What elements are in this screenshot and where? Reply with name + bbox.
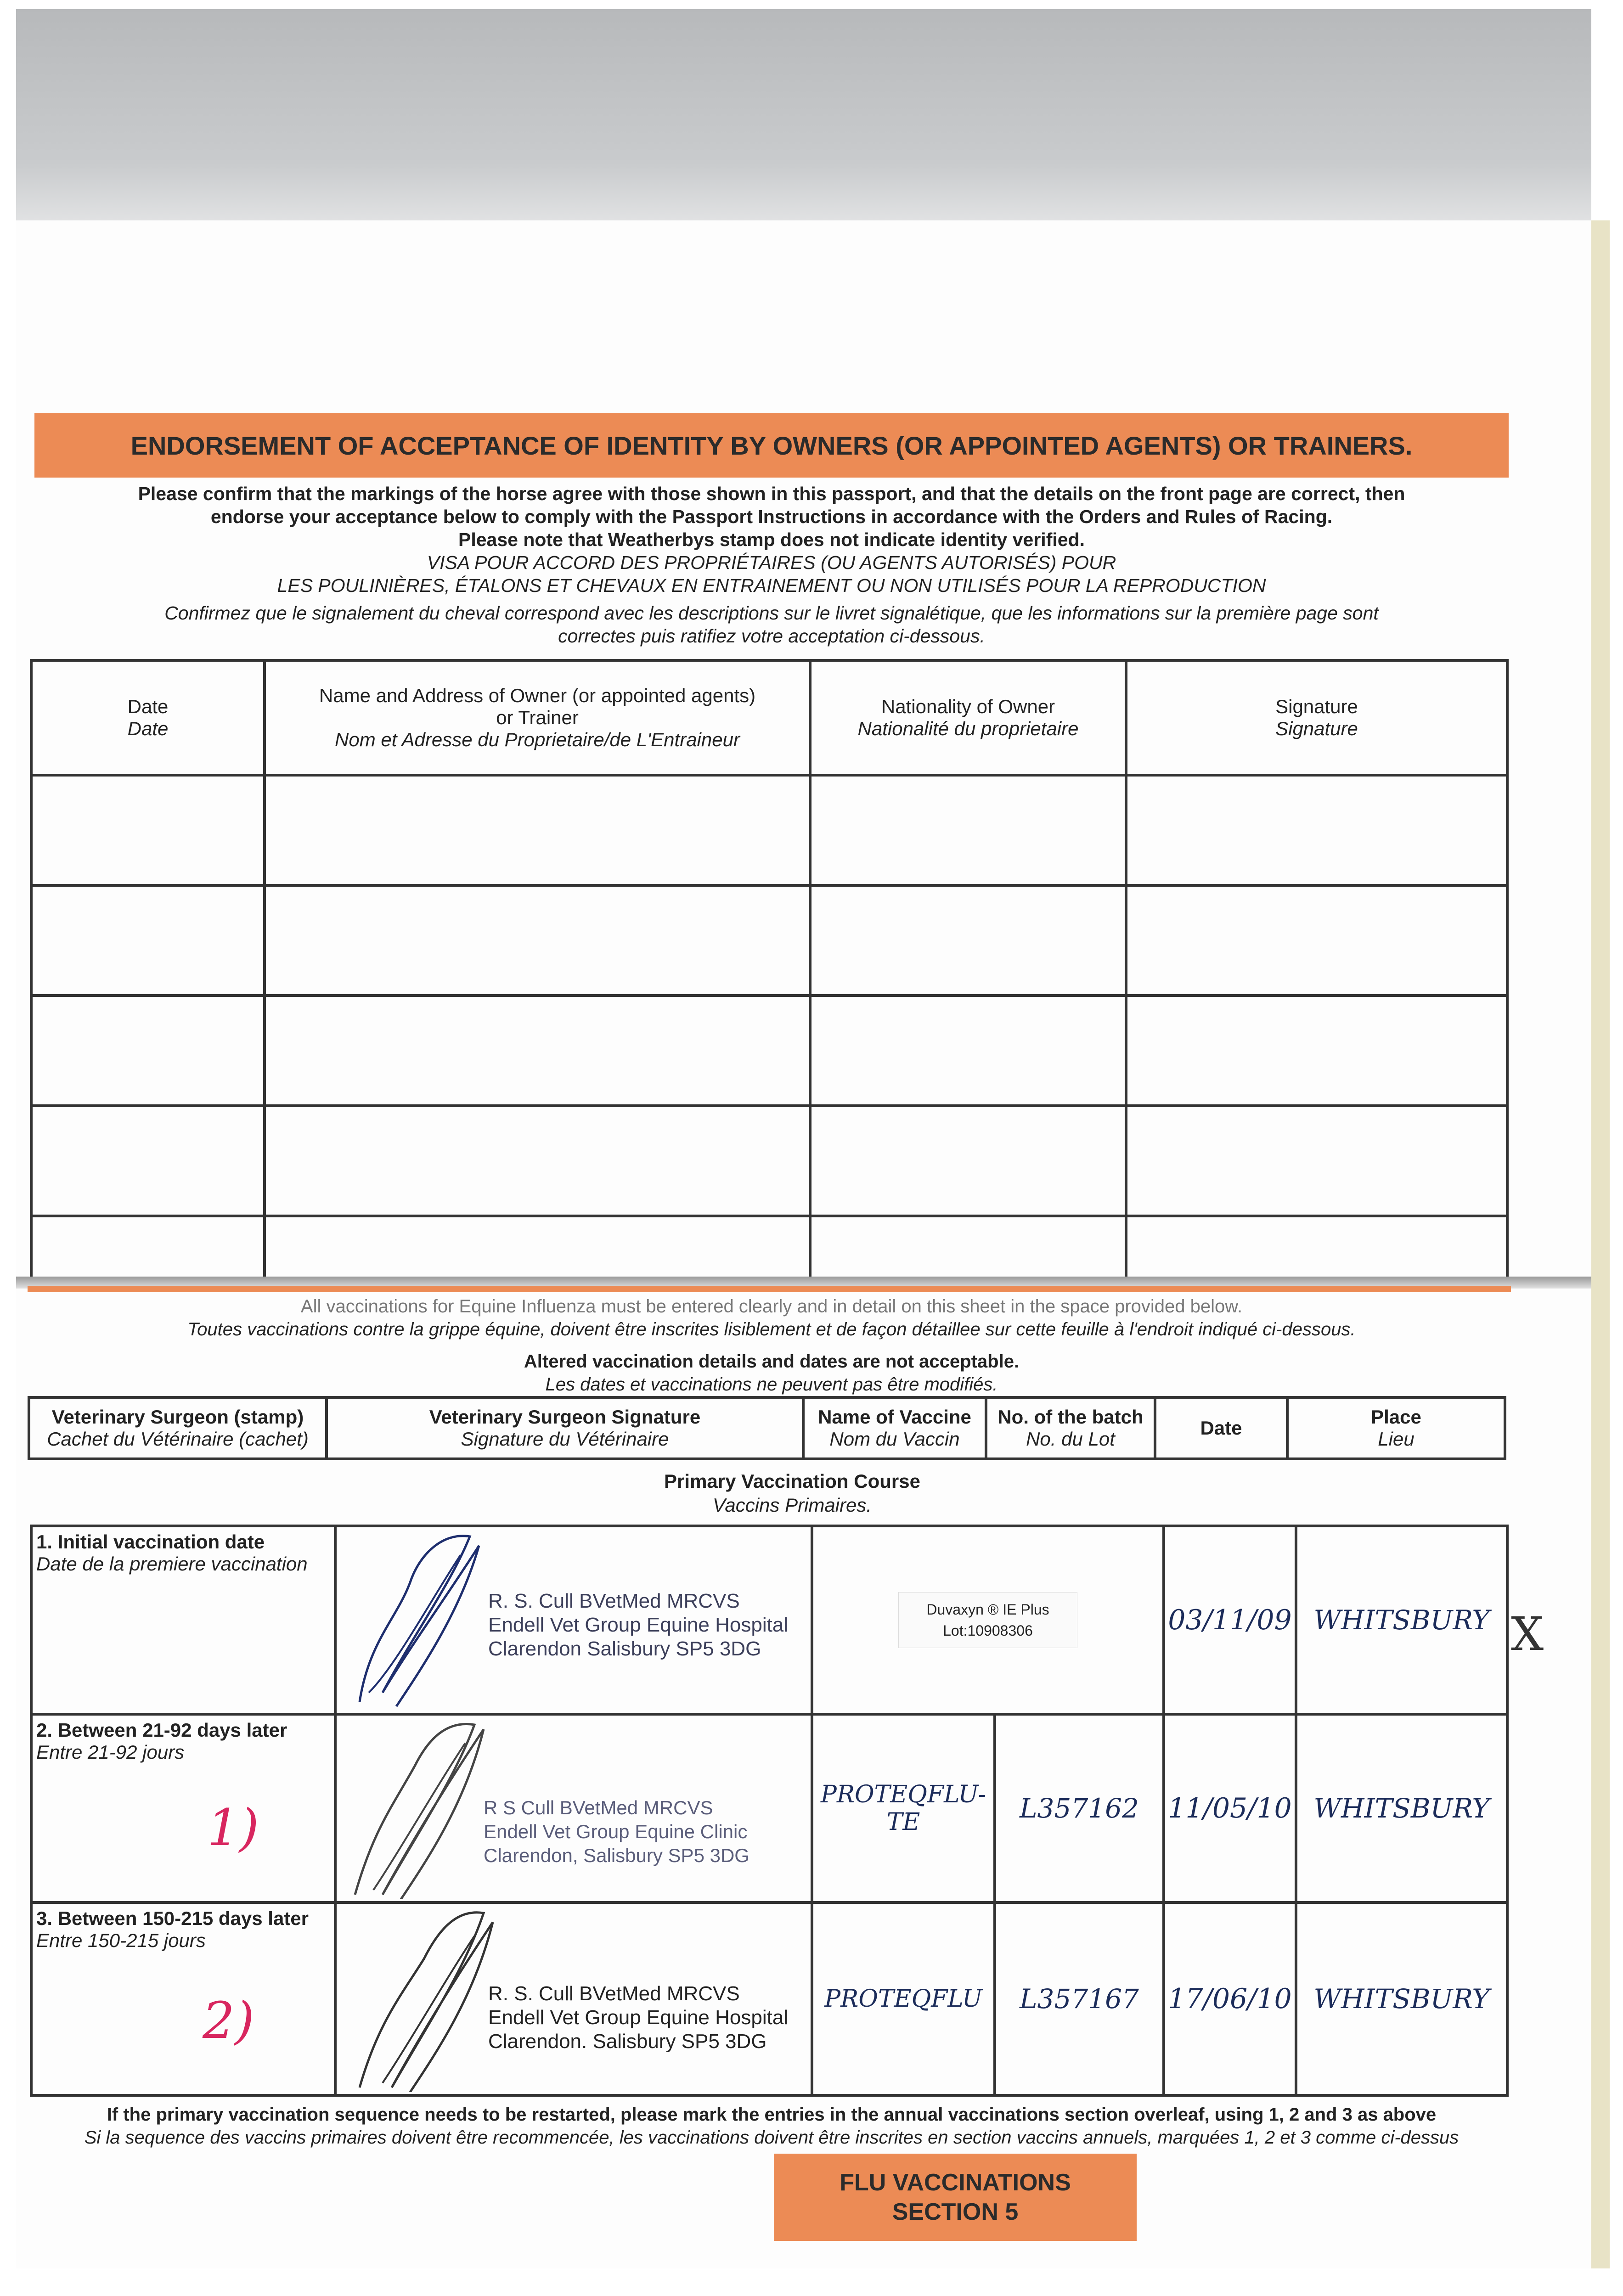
endorsement-title-bar — [34, 413, 1509, 478]
table-row — [31, 1526, 1507, 1714]
batch-header-en: No. of the batch — [997, 1406, 1144, 1428]
annotation-mark: 1) — [207, 1798, 259, 1857]
vet-stamp — [488, 1589, 788, 1661]
nationality-header-fr: Nationalité du proprietaire — [857, 718, 1079, 739]
vaccine-header-en: Name of Vaccine — [818, 1406, 971, 1428]
date-header — [31, 660, 265, 775]
primary-vaccination-table — [30, 1525, 1509, 2097]
row-label-en: 1. Initial vaccination date — [36, 1531, 265, 1553]
stamp-line-2: Endell Vet Group Equine Hospital — [488, 2006, 789, 2029]
row-label — [31, 1526, 335, 1714]
signature-header-fr: Signature — [1275, 718, 1358, 739]
endorsement-french-title — [55, 551, 1488, 597]
vet-stamp-header — [29, 1397, 327, 1459]
signature-scribble — [346, 1904, 511, 2092]
endorsement-header-row — [31, 660, 1507, 775]
sticker-vaccine: Duvaxyn ® IE Plus — [926, 1601, 1049, 1618]
vaccine-name: PROTEQFLU-TE — [820, 1781, 986, 1836]
place-header-fr: Lieu — [1378, 1428, 1414, 1450]
endorsement-table — [30, 659, 1509, 1286]
signature-scribble — [341, 1716, 507, 1899]
primary-course-heading — [551, 1469, 1033, 1517]
endorsement-cell[interactable] — [1126, 996, 1507, 1106]
endorsement-row — [31, 996, 1507, 1106]
vaccination-place: WHITSBURY — [1313, 1604, 1490, 1636]
notice-fr: Toutes vaccinations contre la grippe équine, doivent être inscrites lisiblement et de façon détaillee sur cette feuille à l'endroit indiqué ci-dessous. — [187, 1319, 1356, 1339]
fr-title-line-2: LES POULINIÈRES, ÉTALONS ET CHEVAUX EN ENTRAINEMENT OU NON UTILISÉS POUR LA REPRODUCTION — [277, 575, 1266, 596]
vaccination-date: 17/06/10 — [1168, 1983, 1292, 2015]
vet-signature-cell[interactable] — [335, 1902, 812, 2095]
stamp-line-1: R. S. Cull BVetMed MRCVS — [488, 1982, 740, 2005]
name-header-en-2: or Trainer — [496, 707, 579, 728]
table-row — [31, 1714, 1507, 1902]
endorsement-cell[interactable] — [265, 996, 810, 1106]
vaccine-name-cell[interactable] — [812, 1714, 995, 1902]
endorsement-cell[interactable] — [31, 885, 265, 996]
annotation-mark: 2) — [203, 1991, 254, 2050]
instruction-en-line-1: Please confirm that the markings of the horse agree with those shown in this passport, and that the details on the front page are correct, then — [138, 483, 1405, 504]
vaccine-sticker — [898, 1592, 1077, 1648]
endorsement-cell[interactable] — [810, 885, 1126, 996]
batch-header — [986, 1397, 1155, 1459]
vaccine-header-fr: Nom du Vaccin — [829, 1428, 960, 1450]
stamp-line-3: Clarendon. Salisbury SP5 3DG — [488, 2030, 767, 2053]
endorsement-cell[interactable] — [31, 1216, 265, 1285]
primary-en: Primary Vaccination Course — [664, 1470, 920, 1492]
row-label-en: 3. Between 150-215 days later — [36, 1908, 309, 1929]
vet-stamp — [488, 1982, 788, 2054]
vaccination-place: WHITSBURY — [1313, 1983, 1490, 2015]
stamp-line-3: Clarendon Salisbury SP5 3DG — [488, 1638, 761, 1660]
endorsement-cell[interactable] — [265, 885, 810, 996]
endorsement-cell[interactable] — [265, 1106, 810, 1216]
endorsement-cell[interactable] — [1126, 1216, 1507, 1285]
row-label-fr: Date de la premiere vaccination — [36, 1553, 308, 1575]
scan-background — [16, 9, 1591, 230]
endorsement-cell[interactable] — [1126, 775, 1507, 885]
vaccine-name: PROTEQFLU — [824, 1985, 982, 2013]
vaccination-place: WHITSBURY — [1313, 1793, 1490, 1824]
signature-header — [1126, 660, 1507, 775]
endorsement-cell[interactable] — [1126, 885, 1507, 996]
batch-cell[interactable] — [995, 1714, 1164, 1902]
place-header-en: Place — [1371, 1406, 1421, 1428]
fr-instruction-line-1: Confirmez que le signalement du cheval correspond avec les descriptions sur le livret signalétique, que les informations sur la première page sont — [164, 602, 1379, 624]
signature-header-en: Signature — [1275, 696, 1358, 717]
batch-number: L357162 — [1020, 1793, 1139, 1824]
nationality-header-en: Nationality of Owner — [881, 696, 1055, 717]
endorsement-cell[interactable] — [810, 1216, 1126, 1285]
name-header-en-1: Name and Address of Owner (or appointed agents) — [319, 685, 756, 706]
vet-stamp-header-en: Veterinary Surgeon (stamp) — [51, 1406, 304, 1428]
vet-signature-cell[interactable] — [335, 1526, 812, 1714]
primary-fr: Vaccins Primaires. — [712, 1494, 872, 1516]
stamp-line-1: R. S. Cull BVetMed MRCVS — [488, 1590, 740, 1612]
row-label — [31, 1714, 335, 1902]
stamp-line-1: R S Cull BVetMed MRCVS — [484, 1797, 713, 1818]
margin-x-mark: X — [1511, 1607, 1544, 1661]
endorsement-cell[interactable] — [31, 996, 265, 1106]
endorsement-cell[interactable] — [1126, 1106, 1507, 1216]
section-number: SECTION 5 — [892, 2199, 1019, 2225]
vet-signature-header-en: Veterinary Surgeon Signature — [429, 1406, 701, 1428]
endorsement-title: ENDORSEMENT OF ACCEPTANCE OF IDENTITY BY OWNERS (OR APPOINTED AGENTS) OR TRAINERS. — [130, 431, 1413, 460]
vacc-date-header: Date — [1200, 1417, 1242, 1439]
endorsement-row — [31, 885, 1507, 996]
vaccination-date-cell[interactable] — [1164, 1902, 1296, 2095]
endorsement-cell[interactable] — [810, 775, 1126, 885]
place-cell[interactable] — [1296, 1714, 1507, 1902]
orange-edge — [28, 1286, 1511, 1292]
endorsement-cell[interactable] — [810, 996, 1126, 1106]
vaccine-batch-cell[interactable] — [812, 1526, 1164, 1714]
name-header-fr: Nom et Adresse du Proprietaire/de L'Entraineur — [335, 729, 740, 750]
vaccination-date: 11/05/10 — [1168, 1792, 1292, 1824]
endorsement-row — [31, 1216, 1507, 1285]
endorsement-instructions-en — [55, 482, 1488, 551]
footer-fr: Si la sequence des vaccins primaires doivent être recommencée, les vaccinations doivent être inscrites en section vaccins annuels, marquées 1, 2 et 3 comme ci-dessus — [84, 2127, 1459, 2148]
place-header — [1287, 1397, 1505, 1459]
stamp-line-3: Clarendon, Salisbury SP5 3DG — [484, 1845, 750, 1866]
section-title: FLU VACCINATIONS — [840, 2169, 1071, 2196]
date-header-fr: Date — [127, 718, 169, 739]
stamp-line-2: Endell Vet Group Equine Hospital — [488, 1614, 789, 1636]
fr-instruction-line-2: correctes puis ratifiez votre acceptation ci-dessous. — [558, 625, 985, 647]
restart-instructions — [37, 2103, 1506, 2149]
vaccination-header-table — [28, 1396, 1506, 1460]
row-label-fr: Entre 150-215 jours — [36, 1930, 206, 1951]
batch-number: L357167 — [1020, 1983, 1139, 2015]
vaccination-notices — [55, 1295, 1488, 1396]
altered-en: Altered vaccination details and dates are not acceptable. — [524, 1351, 1020, 1372]
endorsement-french-instructions — [55, 602, 1488, 647]
vet-signature-cell[interactable] — [335, 1714, 812, 1902]
vaccination-date: 03/11/09 — [1168, 1604, 1292, 1636]
endorsement-row — [31, 1106, 1507, 1216]
place-cell[interactable] — [1296, 1902, 1507, 2095]
row-label — [31, 1902, 335, 2095]
endorsement-cell[interactable] — [265, 775, 810, 885]
nationality-header — [810, 660, 1126, 775]
endorsement-cell[interactable] — [31, 775, 265, 885]
section-label — [774, 2154, 1137, 2241]
instruction-en-line-2: endorse your acceptance below to comply with the Passport Instructions in accordance with the Orders and Rules of Racing. — [210, 506, 1333, 527]
row-label-fr: Entre 21-92 jours — [36, 1741, 185, 1763]
notice-en: All vaccinations for Equine Influenza must be entered clearly and in detail on this sheet in the space provided below. — [300, 1296, 1243, 1317]
endorsement-row — [31, 775, 1507, 885]
endorsement-cell[interactable] — [31, 1106, 265, 1216]
endorsement-cell[interactable] — [265, 1216, 810, 1285]
date-header — [1155, 1397, 1287, 1459]
endorsement-cell[interactable] — [810, 1106, 1126, 1216]
vet-signature-header — [327, 1397, 803, 1459]
row-label-en: 2. Between 21-92 days later — [36, 1719, 287, 1741]
vaccine-name-cell[interactable] — [812, 1902, 995, 2095]
vet-stamp-header-fr: Cachet du Vétérinaire (cachet) — [47, 1428, 309, 1450]
batch-header-fr: No. du Lot — [1026, 1428, 1115, 1450]
place-cell[interactable] — [1296, 1526, 1507, 1714]
fr-title-line-1: VISA POUR ACCORD DES PROPRIÉTAIRES (OU AGENTS AUTORISÉS) POUR — [427, 552, 1116, 573]
vet-signature-header-fr: Signature du Vétérinaire — [461, 1428, 669, 1450]
signature-scribble — [341, 1527, 507, 1711]
altered-fr: Les dates et vaccinations ne peuvent pas être modifiés. — [545, 1374, 998, 1395]
sticker-lot: Lot:10908306 — [943, 1622, 1033, 1639]
name-address-header — [265, 660, 810, 775]
table-row — [31, 1902, 1507, 2095]
date-header-en: Date — [127, 696, 169, 717]
footer-en: If the primary vaccination sequence needs to be restarted, please mark the entries in the annual vaccinations section overleaf, using 1, 2 and 3 as above — [107, 2105, 1437, 2125]
vaccination-date-cell[interactable] — [1164, 1714, 1296, 1902]
vaccine-name-header — [803, 1397, 986, 1459]
vet-stamp — [484, 1796, 750, 1868]
stamp-line-2: Endell Vet Group Equine Clinic — [484, 1821, 748, 1842]
instruction-en-line-3: Please note that Weatherbys stamp does not indicate identity verified. — [458, 529, 1085, 550]
batch-cell[interactable] — [995, 1902, 1164, 2095]
vaccination-date-cell[interactable] — [1164, 1526, 1296, 1714]
